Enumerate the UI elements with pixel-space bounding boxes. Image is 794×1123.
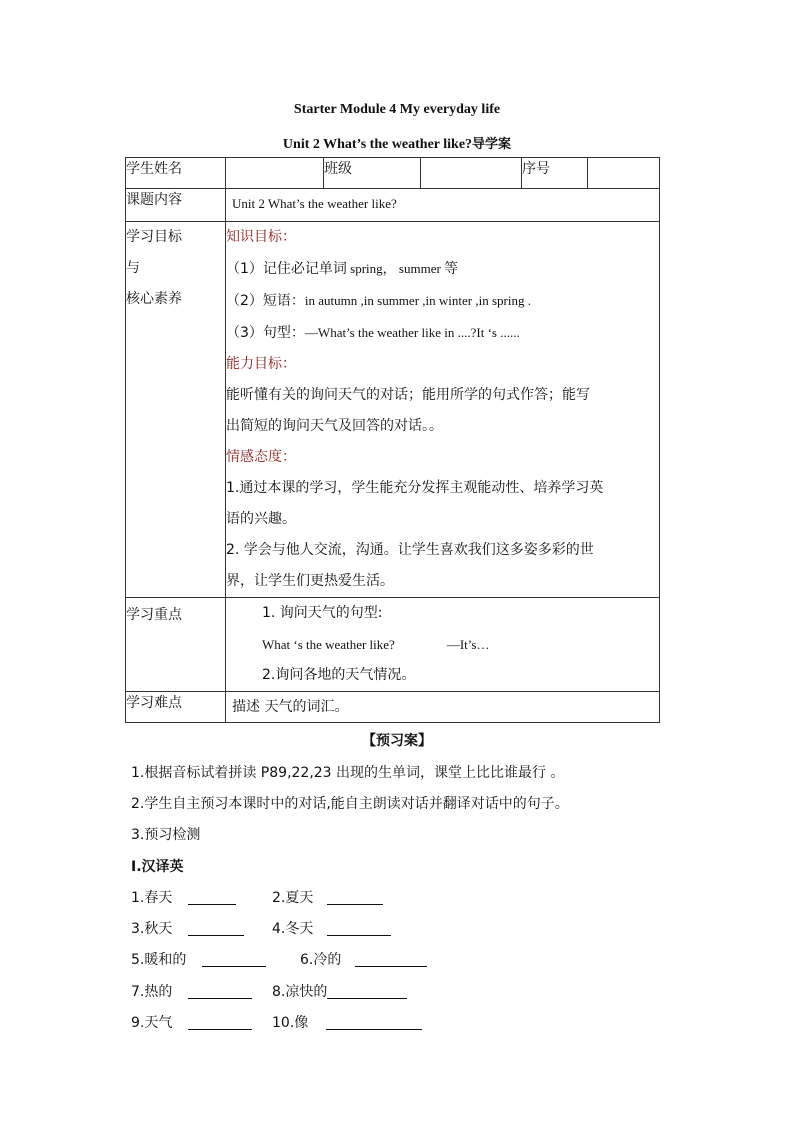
- answer-blank-7[interactable]: [188, 984, 252, 999]
- difficulty-row: [126, 692, 660, 723]
- emotion-heading: 情感态度：: [226, 449, 296, 465]
- goals-row: [126, 222, 660, 598]
- number-field[interactable]: [588, 158, 660, 189]
- preview-paragraph-1: 1.根据音标试着拼读 P89,22,23 出现的生单词，课堂上比比谁最行 。: [131, 765, 565, 781]
- class-label: 班级: [324, 158, 421, 189]
- vocab-label-3: 3.秋天: [131, 921, 173, 937]
- vocab-label-9: 9.天气: [131, 1015, 173, 1031]
- emotion-line-4: 界，让学生们更热爱生活。: [226, 573, 394, 589]
- vocab-item-10: [272, 1012, 422, 1032]
- knowledge-item-1: [226, 253, 659, 285]
- difficulty-value: 描述 天气的词汇。: [226, 692, 660, 723]
- class-field[interactable]: [421, 158, 522, 189]
- knowledge-item-2: [226, 285, 659, 317]
- vocab-item-3: [131, 918, 244, 938]
- subtitle-chinese: 导学案: [472, 137, 512, 152]
- answer-blank-2[interactable]: [327, 890, 383, 905]
- page-subtitle: [0, 133, 794, 153]
- key-answer: —It’s…: [446, 637, 490, 652]
- answer-blank-1[interactable]: [188, 890, 236, 905]
- vocab-item-7: [131, 981, 252, 1001]
- preview-paragraph-2: 2.学生自主预习本课时中的对话,能自主朗读对话并翻译对话中的句子。: [131, 796, 569, 812]
- difficulty-label: 学习难点: [126, 692, 226, 723]
- vocab-label-2: 2.夏天: [272, 890, 314, 906]
- key-points-label: 学习重点: [126, 598, 226, 692]
- goals-label: [126, 222, 226, 598]
- vocab-label-8: 8.凉快的: [272, 984, 328, 1000]
- knowledge-item-3: [226, 317, 659, 349]
- vocab-item-6: [300, 949, 427, 969]
- topic-value: Unit 2 What’s the weather like?: [226, 189, 660, 222]
- answer-blank-5[interactable]: [202, 952, 266, 967]
- key-points-content: [226, 598, 660, 692]
- answer-blank-3[interactable]: [188, 921, 244, 936]
- answer-blank-9[interactable]: [188, 1015, 252, 1030]
- k2-en: in autumn ,in summer ,in winter ,in spring .: [304, 293, 531, 308]
- student-name-label: 学生姓名: [126, 158, 226, 189]
- lesson-table: [125, 157, 660, 723]
- answer-blank-10[interactable]: [326, 1015, 422, 1030]
- k1-tail: 等: [444, 261, 459, 277]
- knowledge-heading: 知识目标：: [226, 229, 296, 245]
- answer-blank-4[interactable]: [327, 921, 391, 936]
- vocab-item-4: [272, 918, 391, 938]
- k1-en: spring， summer: [346, 261, 445, 276]
- subtitle-english: Unit 2 What’s the weather like?: [282, 137, 473, 152]
- vocab-label-7: 7.热的: [131, 984, 173, 1000]
- k2-cn: （2）短语：: [226, 293, 305, 309]
- vocab-label-4: 4.冬天: [272, 921, 314, 937]
- preview-paragraph-3: 3.预习检测: [131, 827, 201, 843]
- ability-heading: 能力目标：: [226, 356, 296, 372]
- goals-content: [226, 222, 660, 598]
- goals-label-line1: 学习目标: [126, 229, 182, 245]
- key-point-2: 2.询问各地的天气情况。: [262, 667, 416, 683]
- section-heading: Ⅰ.汉译英: [131, 859, 184, 875]
- vocab-label-10: 10.像: [272, 1015, 309, 1031]
- key-point-sentence: [262, 629, 659, 660]
- k3-cn: （3）句型：: [226, 325, 305, 341]
- ability-line-2: 出简短的询问天气及回答的对话。。: [226, 418, 443, 434]
- vocab-label-5: 5.暖和的: [131, 952, 187, 968]
- number-label: 序号: [522, 158, 588, 189]
- emotion-line-3: 2. 学会与他人交流，沟通。让学生喜欢我们这多姿多彩的世: [226, 542, 594, 558]
- answer-blank-6[interactable]: [355, 952, 427, 967]
- emotion-line-1: 1.通过本课的学习，学生能充分发挥主观能动性、培养学习英: [226, 480, 604, 496]
- ability-line-1: 能听懂有关的询问天气的对话；能用所学的句式作答；能写: [226, 387, 590, 403]
- key-point-1: 1. 询问天气的句型:: [262, 605, 383, 621]
- goals-label-line2: 与: [126, 260, 140, 276]
- goals-label-line3: 核心素养: [126, 291, 182, 307]
- vocab-item-5: [131, 949, 266, 969]
- vocab-item-1: [131, 887, 236, 907]
- answer-blank-8[interactable]: [327, 984, 407, 999]
- emotion-line-2: 语的兴趣。: [226, 511, 296, 527]
- page-title: Starter Module 4 My everyday life: [293, 102, 501, 117]
- k1-cn: （1）记住必记单词: [226, 261, 347, 277]
- student-name-field[interactable]: [226, 158, 324, 189]
- vocab-item-8: [272, 981, 407, 1001]
- k3-en: —What’s the weather like in ....?It ‘s ......: [304, 325, 520, 340]
- vocab-label-1: 1.春天: [131, 890, 173, 906]
- topic-row: [126, 189, 660, 222]
- student-info-row: [126, 158, 660, 189]
- key-question: What ‘s the weather like?: [262, 637, 395, 652]
- vocab-item-9: [131, 1012, 252, 1032]
- preview-heading: 【预习案】: [362, 733, 432, 749]
- topic-label: 课题内容: [126, 189, 226, 222]
- key-points-row: [126, 598, 660, 692]
- vocab-item-2: [272, 887, 383, 907]
- vocab-label-6: 6.冷的: [300, 952, 342, 968]
